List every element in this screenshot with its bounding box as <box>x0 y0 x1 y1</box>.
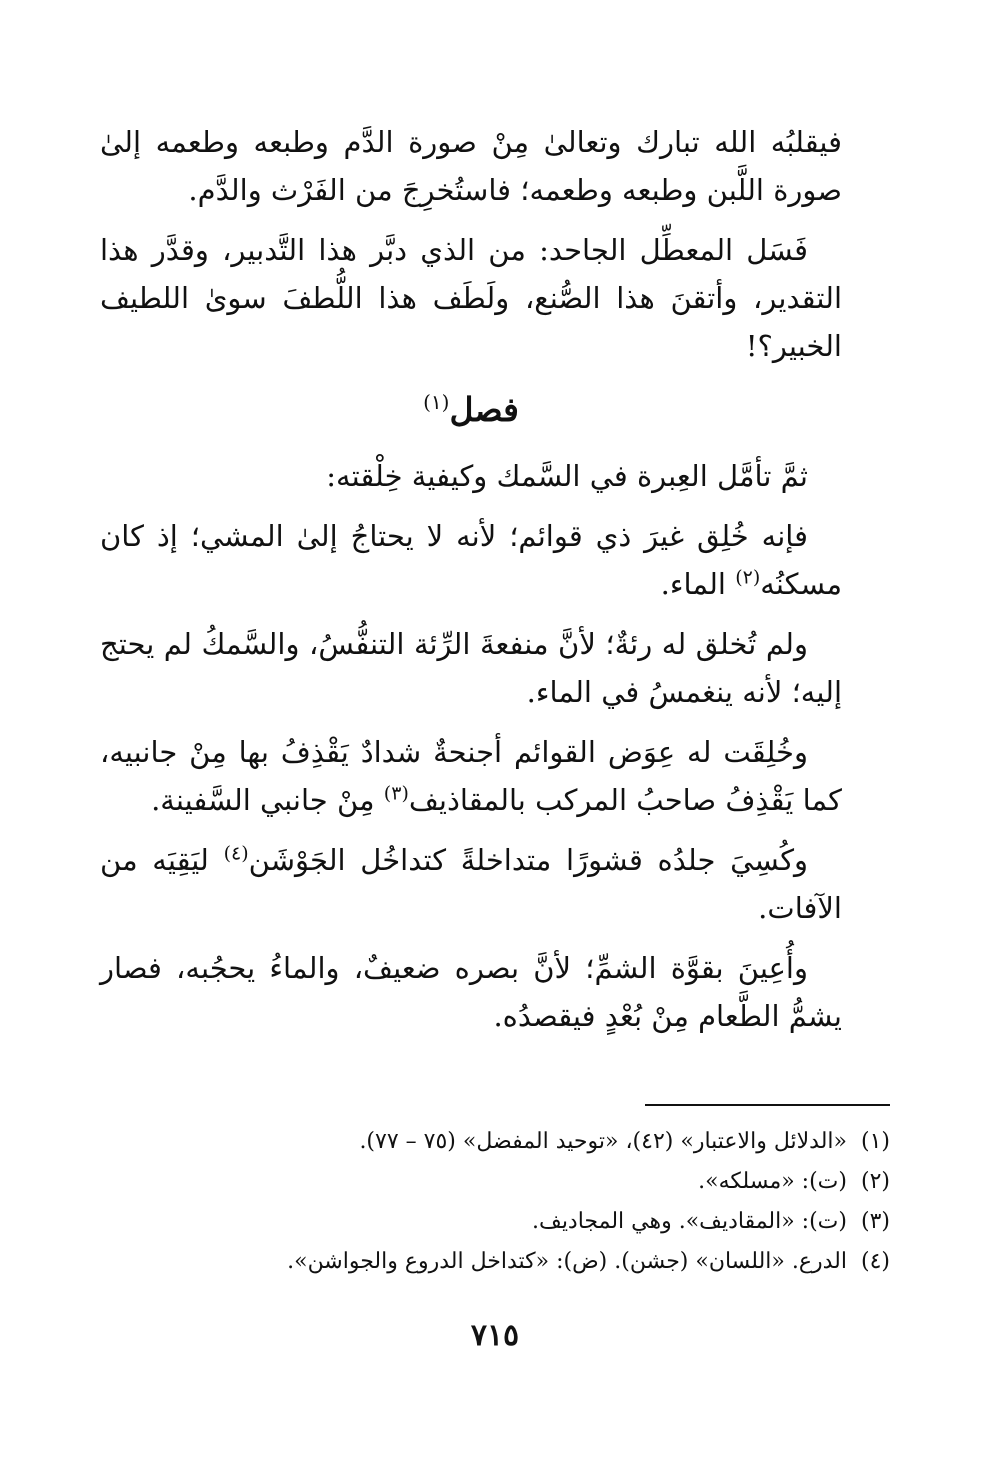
paragraph: وخُلِقَت له عِوَض القوائم أجنحةٌ شدادٌ يَقْذِفُ بها مِنْ جانبيه، كما يَقْذِفُ صاحبُ المركب بالمقاذيف$^{(٣)}$ مِنْ جانبي السَّفينة. <box>100 735 842 817</box>
paragraph: ولم تُخلق له رئةٌ؛ لأنَّ منفعةَ الرِّئة التنفُّسُ، والسَّمكُ لم يحتج إليه؛ لأنه ينغمسُ في الماء. <box>100 627 842 709</box>
footnote <box>100 1162 890 1202</box>
footnote-divider <box>645 1104 890 1106</box>
footnote-number: (٢) <box>860 1169 890 1194</box>
footnote-text: «الدلائل والاعتبار» (٤٢)، «توحيد المفضل» (٧٥ – ٧٧). <box>359 1129 847 1154</box>
footnote-number: (٤) <box>860 1249 890 1274</box>
paragraph: وكُسِيَ جلدُه قشورًا متداخلةً كتداخُل الجَوْشَن$^{(٤)}$ ليَقِيَه من الآفات. <box>100 842 842 925</box>
paragraph: فَسَل المعطِّل الجاحد: من الذي دبَّر هذا التَّدبير، وقدَّر هذا التقدير، وأتقنَ هذا الصُّنع، ولَطَف هذا اللُّطفَ سوىٰ اللطيف الخبير؟! <box>100 233 842 363</box>
footnote-number: (٣) <box>860 1209 890 1234</box>
footnote-number: (١) <box>860 1129 890 1154</box>
footnote-ref: (٣) <box>383 782 409 805</box>
footnote-text: الدرع. «اللسان» (جشن). (ض): «كتداخل الدروع والجواشن». <box>287 1249 847 1274</box>
footnote-ref: (٤) <box>223 842 249 865</box>
footnote-text: (ت): «مسلكه». <box>698 1169 847 1194</box>
footnotes <box>100 1122 890 1282</box>
main-text <box>100 118 842 1052</box>
paragraph: فإنه خُلِق غيرَ ذي قوائم؛ لأنه لا يحتاجُ إلىٰ المشي؛ إذ كان مسكنُه$^{(٢)}$ الماء. <box>100 519 842 601</box>
footnote-ref: (٢) <box>735 566 761 589</box>
heading-text: فصل <box>449 390 519 429</box>
footnote <box>100 1202 890 1242</box>
section-heading <box>100 382 842 438</box>
paragraph: ثمَّ تأمَّل العِبرة في السَّمك وكيفية خِلْقته: <box>326 459 808 493</box>
paragraph: فيقلبُه الله تبارك وتعالىٰ مِنْ صورة الدَّم وطبعه وطعمه إلىٰ صورة اللَّبن وطبعه وطعمه؛ فاستُخرِجَ من الفَرْث والدَّم. <box>100 125 842 207</box>
footnote <box>100 1122 890 1162</box>
footnote-text: (ت): «المقاديف». وهي المجاديف. <box>532 1209 847 1234</box>
paragraph: وأُعِينَ بقوَّة الشمِّ؛ لأنَّ بصره ضعيفٌ، والماءُ يحجُبه، فصار يشمُّ الطَّعام مِنْ بُعْدٍ فيقصدُه. <box>100 951 842 1033</box>
page-number: ٧١٥ <box>470 1318 520 1353</box>
footnote <box>100 1242 890 1282</box>
footnote-ref: (١) <box>423 390 450 414</box>
